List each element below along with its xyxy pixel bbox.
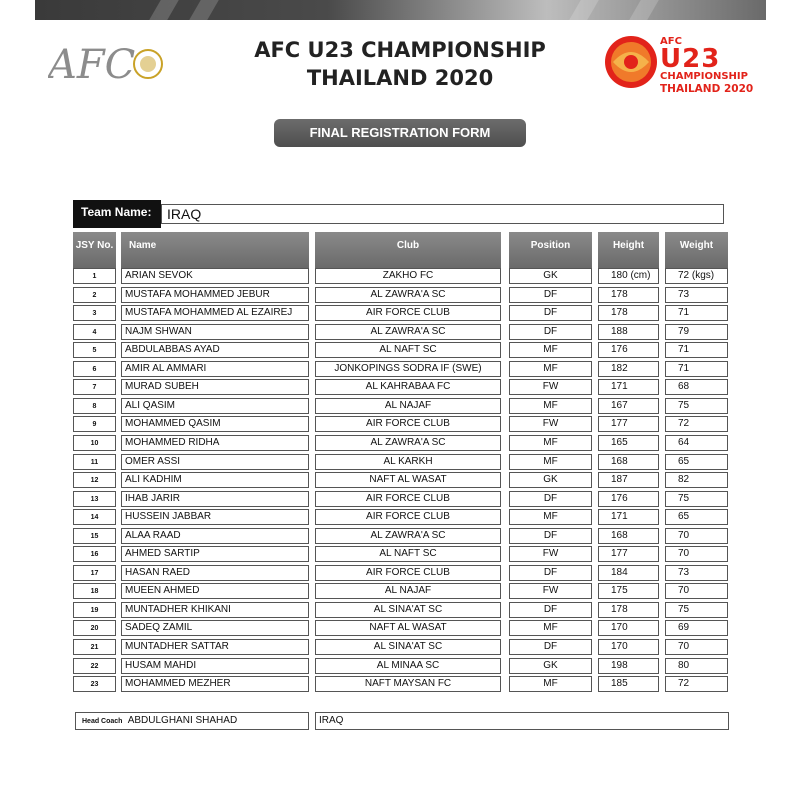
jsy-number-cell[interactable]: 5	[73, 342, 116, 358]
player-club-cell[interactable]: AL MINAA SC	[315, 658, 501, 674]
player-height-cell[interactable]: 165	[598, 435, 659, 451]
logo-afc: AFC	[660, 36, 682, 47]
table-row	[0, 658, 800, 677]
player-club-cell[interactable]: NAFT AL WASAT	[315, 472, 501, 488]
player-weight-cell[interactable]: 70	[665, 546, 728, 562]
player-height-cell[interactable]: 167	[598, 398, 659, 414]
player-name-cell[interactable]: HASAN RAED	[121, 565, 309, 581]
player-weight-cell[interactable]: 68	[665, 379, 728, 395]
table-row	[0, 565, 800, 584]
col-header-position: Position	[509, 232, 592, 268]
jsy-number-cell[interactable]: 8	[73, 398, 116, 414]
table-row	[0, 491, 800, 510]
player-position-cell[interactable]: FW	[509, 416, 592, 432]
player-position-cell[interactable]: MF	[509, 435, 592, 451]
player-position-cell[interactable]: MF	[509, 676, 592, 692]
player-position-cell[interactable]: MF	[509, 361, 592, 377]
player-weight-cell[interactable]: 72	[665, 676, 728, 692]
jsy-number-cell[interactable]: 22	[73, 658, 116, 674]
player-weight-cell[interactable]: 73	[665, 287, 728, 303]
player-position-cell[interactable]: GK	[509, 658, 592, 674]
table-row	[0, 620, 800, 639]
team-name-label: Team Name:	[73, 200, 161, 228]
player-club-cell[interactable]: AL SINA'AT SC	[315, 639, 501, 655]
player-name-cell[interactable]: ALI KADHIM	[121, 472, 309, 488]
table-row	[0, 546, 800, 565]
player-height-cell[interactable]: 177	[598, 416, 659, 432]
jsy-number-cell[interactable]: 23	[73, 676, 116, 692]
page-title	[200, 36, 600, 92]
player-name-cell[interactable]: MOHAMMED MEZHER	[121, 676, 309, 692]
player-height-cell[interactable]: 198	[598, 658, 659, 674]
player-height-cell[interactable]: 187	[598, 472, 659, 488]
player-name-cell[interactable]: OMER ASSI	[121, 454, 309, 470]
jsy-number-cell[interactable]: 7	[73, 379, 116, 395]
player-name-cell[interactable]: MURAD SUBEH	[121, 379, 309, 395]
head-coach-name: ABDULGHANI SHAHAD	[127, 715, 238, 726]
player-height-cell[interactable]: 175	[598, 583, 659, 599]
player-position-cell[interactable]: MF	[509, 454, 592, 470]
player-position-cell[interactable]: DF	[509, 287, 592, 303]
player-weight-cell[interactable]: 65	[665, 509, 728, 525]
table-row	[0, 583, 800, 602]
table-row	[0, 287, 800, 306]
table-row	[0, 361, 800, 380]
player-name-cell[interactable]: ALAA RAAD	[121, 528, 309, 544]
logo-championship: CHAMPIONSHIP	[660, 71, 748, 82]
player-club-cell[interactable]: AL NAFT SC	[315, 546, 501, 562]
form-title: FINAL REGISTRATION FORM	[274, 119, 526, 147]
table-row	[0, 676, 800, 695]
col-header-club: Club	[315, 232, 501, 268]
player-height-cell[interactable]: 178	[598, 287, 659, 303]
player-club-cell[interactable]: AL ZAWRA'A SC	[315, 528, 501, 544]
player-name-cell[interactable]: AMIR AL AMMARI	[121, 361, 309, 377]
col-header-jsy: JSY No.	[73, 232, 116, 268]
player-height-cell[interactable]: 168	[598, 454, 659, 470]
player-club-cell[interactable]: AL NAFT SC	[315, 342, 501, 358]
player-weight-cell[interactable]: 73	[665, 565, 728, 581]
title-line1: AFC U23 CHAMPIONSHIP	[254, 38, 546, 62]
player-name-cell[interactable]: ARIAN SEVOK	[121, 268, 309, 284]
top-banner	[35, 0, 766, 20]
player-weight-cell[interactable]: 75	[665, 602, 728, 618]
table-row	[0, 639, 800, 658]
player-name-cell[interactable]: AHMED SARTIP	[121, 546, 309, 562]
jsy-number-cell[interactable]: 16	[73, 546, 116, 562]
title-line2: THAILAND 2020	[306, 66, 494, 90]
player-height-cell[interactable]: 184	[598, 565, 659, 581]
player-position-cell[interactable]: MF	[509, 398, 592, 414]
player-club-cell[interactable]: AIR FORCE CLUB	[315, 509, 501, 525]
player-club-cell[interactable]: NAFT AL WASAT	[315, 620, 501, 636]
player-weight-cell[interactable]: 72 (kgs)	[665, 268, 728, 284]
head-coach-label: Head Coach	[82, 718, 123, 725]
player-weight-cell[interactable]: 80	[665, 658, 728, 674]
table-row	[0, 416, 800, 435]
table-row	[0, 602, 800, 621]
player-height-cell[interactable]: 180 (cm)	[598, 268, 659, 284]
head-coach-nationality-field[interactable]: IRAQ	[315, 712, 729, 730]
table-row	[0, 379, 800, 398]
player-club-cell[interactable]: AIR FORCE CLUB	[315, 305, 501, 321]
table-row	[0, 454, 800, 473]
player-club-cell[interactable]: JONKOPINGS SODRA IF (SWE)	[315, 361, 501, 377]
player-weight-cell[interactable]: 72	[665, 416, 728, 432]
player-height-cell[interactable]: 188	[598, 324, 659, 340]
player-name-cell[interactable]: MUEEN AHMED	[121, 583, 309, 599]
player-position-cell[interactable]: DF	[509, 491, 592, 507]
player-club-cell[interactable]: AL KAHRABAA FC	[315, 379, 501, 395]
player-weight-cell[interactable]: 64	[665, 435, 728, 451]
player-weight-cell[interactable]: 75	[665, 491, 728, 507]
player-position-cell[interactable]: MF	[509, 509, 592, 525]
player-club-cell[interactable]: AL NAJAF	[315, 398, 501, 414]
jsy-number-cell[interactable]: 12	[73, 472, 116, 488]
jsy-number-cell[interactable]: 1	[73, 268, 116, 284]
player-club-cell[interactable]: AIR FORCE CLUB	[315, 416, 501, 432]
jsy-number-cell[interactable]: 17	[73, 565, 116, 581]
player-name-cell[interactable]: SADEQ ZAMIL	[121, 620, 309, 636]
player-name-cell[interactable]: IHAB JARIR	[121, 491, 309, 507]
player-club-cell[interactable]: NAFT MAYSAN FC	[315, 676, 501, 692]
player-weight-cell[interactable]: 71	[665, 342, 728, 358]
player-position-cell[interactable]: DF	[509, 324, 592, 340]
table-row	[0, 324, 800, 343]
jsy-number-cell[interactable]: 18	[73, 583, 116, 599]
player-name-cell[interactable]: MOHAMMED QASIM	[121, 416, 309, 432]
head-coach-field[interactable]	[75, 712, 309, 730]
col-header-weight: Weight	[665, 232, 728, 268]
jsy-number-cell[interactable]: 21	[73, 639, 116, 655]
player-name-cell[interactable]: HUSAM MAHDI	[121, 658, 309, 674]
player-position-cell[interactable]: MF	[509, 620, 592, 636]
jsy-number-cell[interactable]: 11	[73, 454, 116, 470]
player-weight-cell[interactable]: 75	[665, 398, 728, 414]
logo-u23: U23	[660, 44, 721, 74]
jsy-number-cell[interactable]: 13	[73, 491, 116, 507]
player-weight-cell[interactable]: 70	[665, 528, 728, 544]
player-name-cell[interactable]: MUSTAFA MOHAMMED JEBUR	[121, 287, 309, 303]
player-name-cell[interactable]: NAJM SHWAN	[121, 324, 309, 340]
player-height-cell[interactable]: 168	[598, 528, 659, 544]
player-weight-cell[interactable]: 79	[665, 324, 728, 340]
player-name-cell[interactable]: ABDULABBAS AYAD	[121, 342, 309, 358]
player-club-cell[interactable]: AL SINA'AT SC	[315, 602, 501, 618]
player-name-cell[interactable]: MUSTAFA MOHAMMED AL EZAIREJ	[121, 305, 309, 321]
player-position-cell[interactable]: FW	[509, 546, 592, 562]
player-position-cell[interactable]: DF	[509, 528, 592, 544]
table-row	[0, 305, 800, 324]
player-name-cell[interactable]: MUNTADHER SATTAR	[121, 639, 309, 655]
player-position-cell[interactable]: GK	[509, 472, 592, 488]
player-name-cell[interactable]: ALI QASIM	[121, 398, 309, 414]
player-height-cell[interactable]: 182	[598, 361, 659, 377]
logo-edition: THAILAND 2020	[660, 83, 754, 95]
player-name-cell[interactable]: HUSSEIN JABBAR	[121, 509, 309, 525]
player-name-cell[interactable]: MUNTADHER KHIKANI	[121, 602, 309, 618]
afc-logo	[48, 38, 168, 88]
player-height-cell[interactable]: 170	[598, 620, 659, 636]
jsy-number-cell[interactable]: 10	[73, 435, 116, 451]
player-club-cell[interactable]: AL ZAWRA'A SC	[315, 435, 501, 451]
player-position-cell[interactable]: GK	[509, 268, 592, 284]
player-position-cell[interactable]: FW	[509, 583, 592, 599]
player-height-cell[interactable]: 176	[598, 342, 659, 358]
player-height-cell[interactable]: 185	[598, 676, 659, 692]
player-height-cell[interactable]: 171	[598, 379, 659, 395]
table-row	[0, 268, 800, 287]
player-club-cell[interactable]: AL ZAWRA'A SC	[315, 324, 501, 340]
player-height-cell[interactable]: 178	[598, 602, 659, 618]
col-header-name: Name	[121, 232, 309, 268]
player-height-cell[interactable]: 178	[598, 305, 659, 321]
player-club-cell[interactable]: AL ZAWRA'A SC	[315, 287, 501, 303]
player-position-cell[interactable]: DF	[509, 602, 592, 618]
jsy-number-cell[interactable]: 19	[73, 602, 116, 618]
player-weight-cell[interactable]: 69	[665, 620, 728, 636]
afc-logo-text: AFC	[48, 42, 136, 88]
col-header-height: Height	[598, 232, 659, 268]
table-row	[0, 398, 800, 417]
jsy-number-cell[interactable]: 20	[73, 620, 116, 636]
player-position-cell[interactable]: MF	[509, 342, 592, 358]
player-height-cell[interactable]: 170	[598, 639, 659, 655]
player-club-cell[interactable]: AIR FORCE CLUB	[315, 491, 501, 507]
championship-logo-text	[660, 36, 753, 95]
player-position-cell[interactable]: DF	[509, 639, 592, 655]
player-club-cell[interactable]: AIR FORCE CLUB	[315, 565, 501, 581]
jsy-number-cell[interactable]: 15	[73, 528, 116, 544]
player-weight-cell[interactable]: 71	[665, 361, 728, 377]
team-name-field[interactable]: IRAQ	[161, 204, 724, 224]
jsy-number-cell[interactable]: 6	[73, 361, 116, 377]
table-row	[0, 509, 800, 528]
player-height-cell[interactable]: 176	[598, 491, 659, 507]
player-height-cell[interactable]: 177	[598, 546, 659, 562]
player-weight-cell[interactable]: 65	[665, 454, 728, 470]
player-position-cell[interactable]: DF	[509, 305, 592, 321]
jsy-number-cell[interactable]: 9	[73, 416, 116, 432]
player-club-cell[interactable]: AL NAJAF	[315, 583, 501, 599]
player-weight-cell[interactable]: 70	[665, 583, 728, 599]
jsy-number-cell[interactable]: 2	[73, 287, 116, 303]
jsy-number-cell[interactable]: 3	[73, 305, 116, 321]
jsy-number-cell[interactable]: 4	[73, 324, 116, 340]
table-row	[0, 342, 800, 361]
player-position-cell[interactable]: DF	[509, 565, 592, 581]
player-position-cell[interactable]: FW	[509, 379, 592, 395]
player-club-cell[interactable]: ZAKHO FC	[315, 268, 501, 284]
table-row	[0, 472, 800, 491]
table-row	[0, 435, 800, 454]
player-weight-cell[interactable]: 70	[665, 639, 728, 655]
player-weight-cell[interactable]: 71	[665, 305, 728, 321]
jsy-number-cell[interactable]: 14	[73, 509, 116, 525]
table-row	[0, 528, 800, 547]
player-club-cell[interactable]: AL KARKH	[315, 454, 501, 470]
player-name-cell[interactable]: MOHAMMED RIDHA	[121, 435, 309, 451]
player-height-cell[interactable]: 171	[598, 509, 659, 525]
player-weight-cell[interactable]: 82	[665, 472, 728, 488]
